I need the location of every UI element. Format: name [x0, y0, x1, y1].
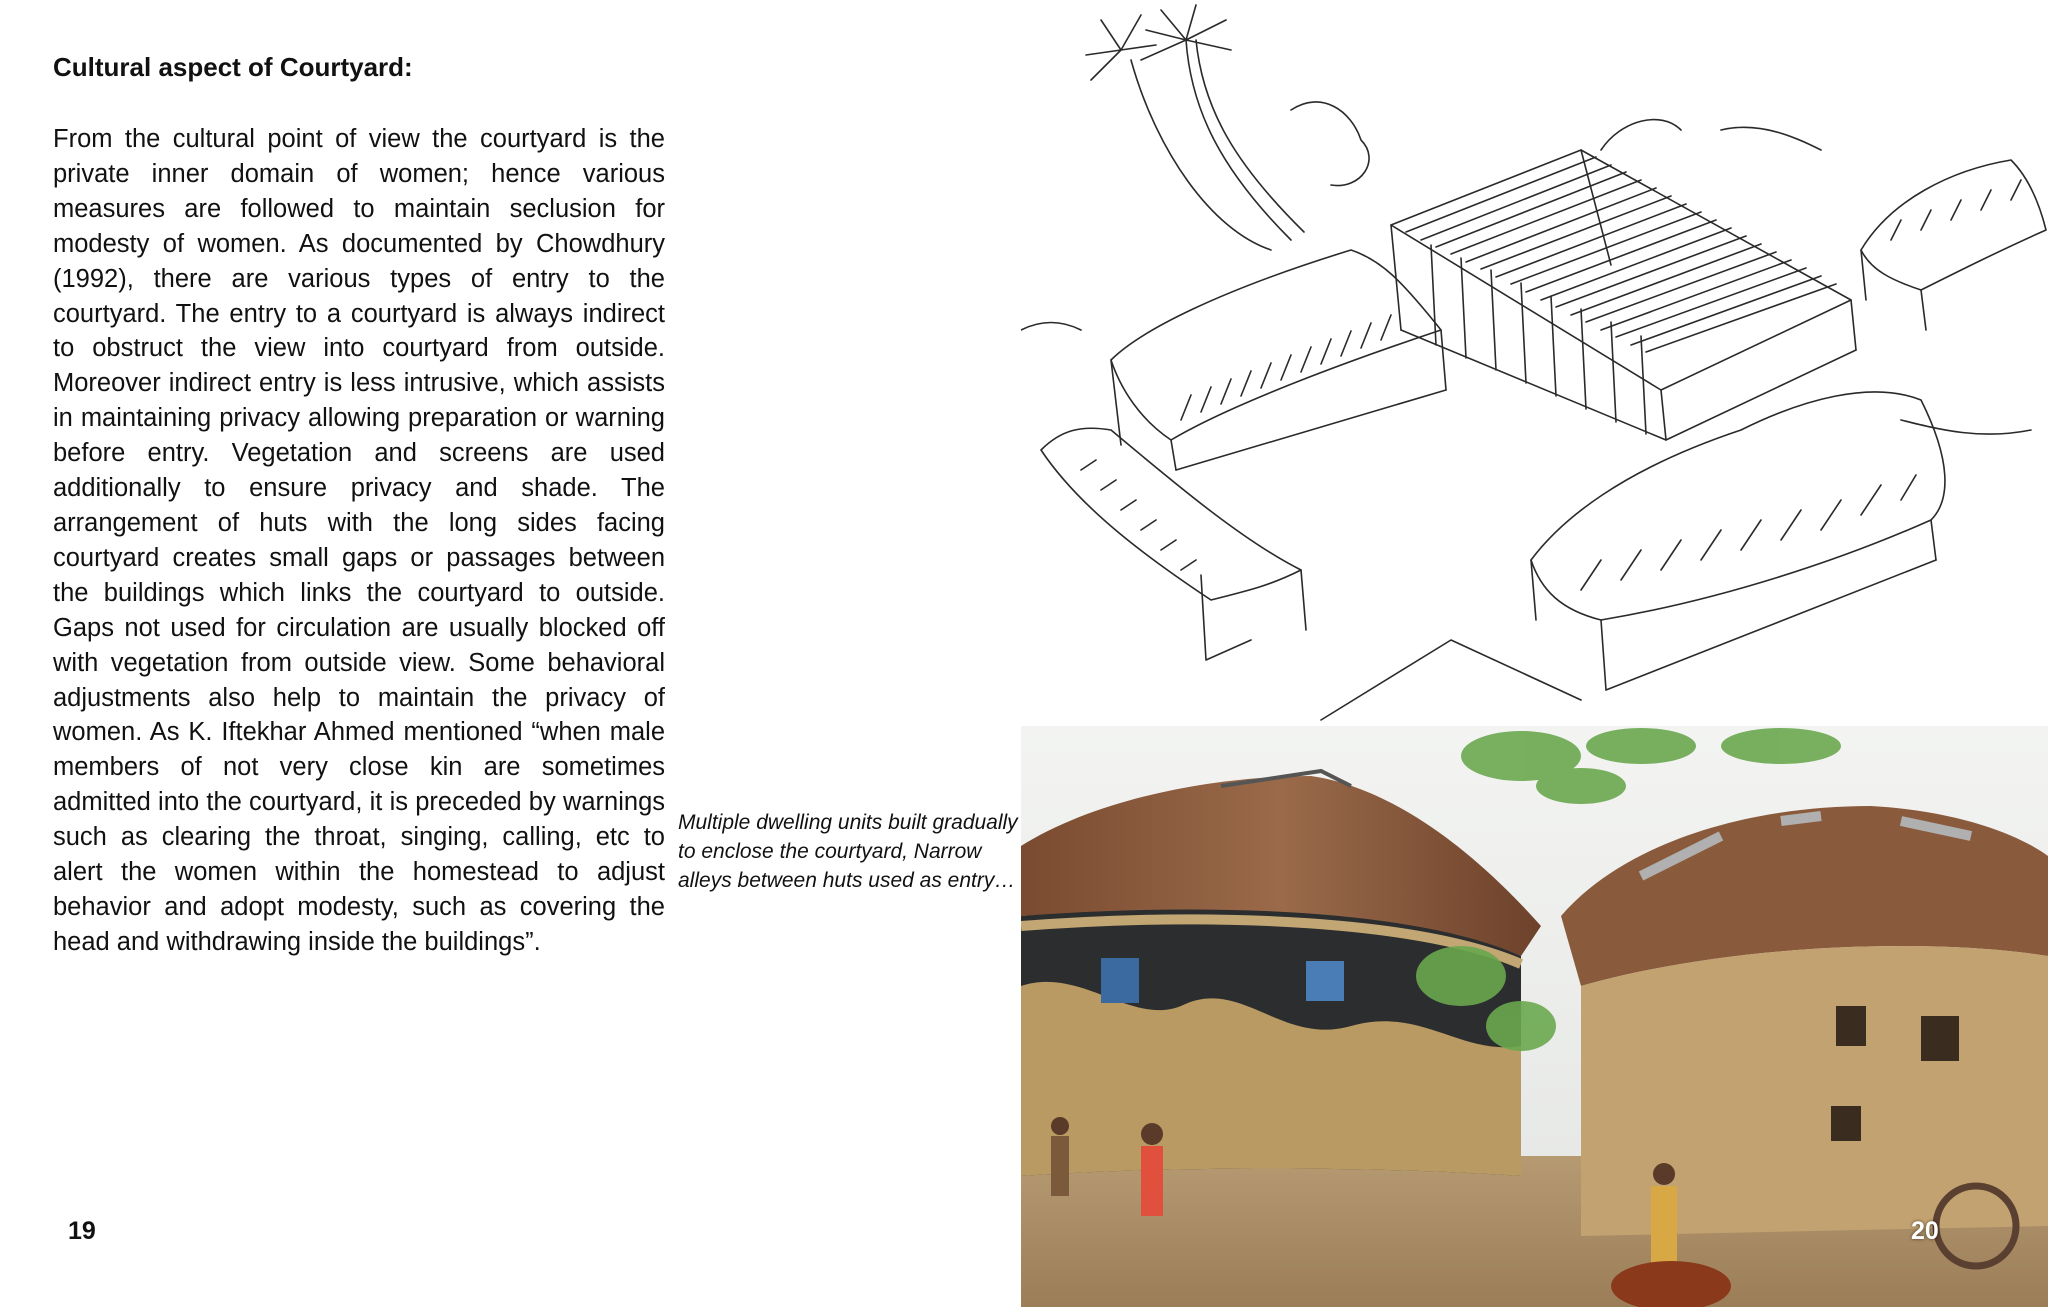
courtyard-sketch-image — [1021, 0, 2048, 726]
right-hut-sketch — [1861, 160, 2046, 330]
rear-hut-sketch — [1391, 150, 1856, 440]
page-number-left: 19 — [68, 1217, 96, 1245]
right-mud-hut — [1561, 806, 2048, 1266]
figure-caption: Multiple dwelling units built gradually to enclose the courtyard, Narrow alleys between huts used as entry… — [678, 811, 1018, 892]
palm-tree-sketch — [1086, 5, 1304, 250]
mud-huts-photo — [1021, 726, 2048, 1307]
page-number-right: 20 — [1911, 1217, 1939, 1245]
front-left-hut-sketch — [1041, 428, 1306, 660]
front-right-hut-sketch — [1531, 392, 1945, 690]
section-heading: Cultural aspect of Courtyard: — [53, 52, 413, 82]
body-paragraph: From the cultural point of view the courtyard is the private inner domain of women; hence various measures are followed to maintain seclusion for modesty of women. As documented by Chowdhury (1992), there are various types of entry to the courtyard. The entry to a courtyard is always indirect to obstruct the view into courtyard from outside. Moreover indirect entry is less intrusive, which assists in maintaining privacy allowing preparation or warning before entry. Vegetation and screens are used additionally to ensure privacy and shade. The arrangement of huts with the long sides facing courtyard creates small gaps or passages between the buildings which links the courtyard to outside. Gaps not used for circulation are usually blocked off with vegetation from outside view. Some behavioral adjustments also help to maintain the privacy of women. As K. Iftekhar Ahmed mentioned “when male members of not very close kin are sometimes admitted into the courtyard, it is preceded by warnings such as clearing the throat, singing, calling, etc to alert the women within the homestead to adjust behavior and adopt modesty, such as covering the head and withdrawing inside the buildings”. — [53, 125, 665, 956]
